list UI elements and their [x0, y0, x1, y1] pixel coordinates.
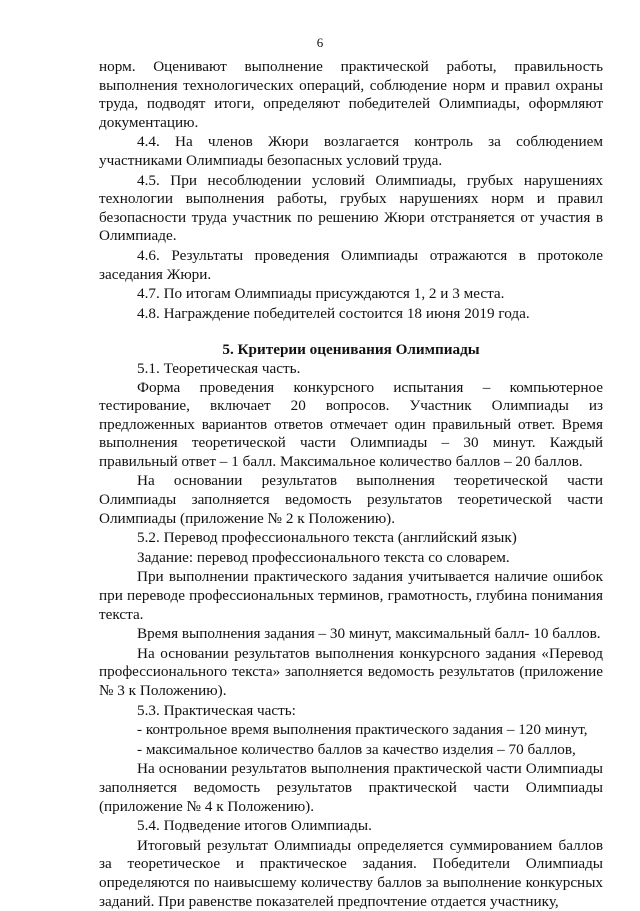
paragraph: Время выполнения задания – 30 минут, максимальный балл- 10 баллов. [137, 625, 601, 643]
paragraph: 5.4. Подведение итогов Олимпиады. [137, 817, 372, 835]
section-heading: 5. Критерии оценивания Олимпиады [222, 341, 480, 359]
paragraph: На основании результатов выполнения практической части Олимпиады заполняется ведомость результатов практической части Олимпиады (приложение № 4 к Положению). [99, 760, 603, 815]
paragraph: 5.3. Практическая часть: [137, 701, 296, 719]
paragraph: 4.5. При несоблюдении условий Олимпиады, грубых нарушениях технологии выполнения работы, грубых нарушениях норм и правил безопасности труда участник по решению Жюри отстраняется от участия в Олимпиаде. [99, 171, 603, 245]
document-body [99, 58, 603, 911]
paragraph: 5.2. Перевод профессионального текста (английский язык) [137, 529, 517, 547]
paragraph: На основании результатов выполнения конкурсного задания «Перевод профессионального текста» заполняется ведомость результатов (приложение № 3 к Положению). [99, 644, 603, 699]
paragraph: 4.7. По итогам Олимпиады присуждаются 1, 2 и 3 места. [137, 285, 505, 303]
paragraph: норм. Оценивают выполнение практической работы, правильность выполнения технологических операций, соблюдение норм и правил охраны труда, подводят итоги, определяют победителей Олимпиады, оформляют документацию. [99, 58, 603, 131]
paragraph: Форма проведения конкурсного испытания – компьютерное тестирование, включает 20 вопросов. Участник Олимпиады из предложенных вариантов ответов отмечает один правильный ответ. Время выполнения теоретической части Олимпиады – 30 минут. Каждый правильный ответ – 1 балл. Максимальное количество баллов – 20 баллов. [99, 378, 603, 470]
paragraph: 5.1. Теоретическая часть. [137, 359, 301, 377]
page-number: 6 [316, 35, 324, 50]
list-item: - максимальное количество баллов за качество изделия – 70 баллов, [137, 740, 576, 758]
paragraph: Задание: перевод профессионального текста со словарем. [137, 548, 510, 566]
paragraph: 4.4. На членов Жюри возлагается контроль за соблюдением участниками Олимпиады безопасных условий труда. [99, 133, 603, 169]
paragraph: Итоговый результат Олимпиады определяется суммированием баллов за теоретическое и практическое задания. Победители Олимпиады определяются по наивысшему количеству баллов за выполнение конкурсных заданий. При равенстве показателей предпочтение отдается участнику, [99, 836, 603, 910]
paragraph: На основании результатов выполнения теоретической части Олимпиады заполняется ведомость результатов теоретической части Олимпиады (приложение № 2 к Положению). [99, 472, 603, 527]
paragraph: 4.8. Награждение победителей состоится 18 июня 2019 года. [137, 304, 530, 322]
paragraph: 4.6. Результаты проведения Олимпиады отражаются в протоколе заседания Жюри. [99, 246, 603, 283]
paragraph: При выполнении практического задания учитывается наличие ошибок при переводе профессиональных терминов, грамотность, глубина понимания текста. [99, 568, 603, 623]
list-item: - контрольное время выполнения практического задания – 120 минут, [137, 721, 588, 739]
